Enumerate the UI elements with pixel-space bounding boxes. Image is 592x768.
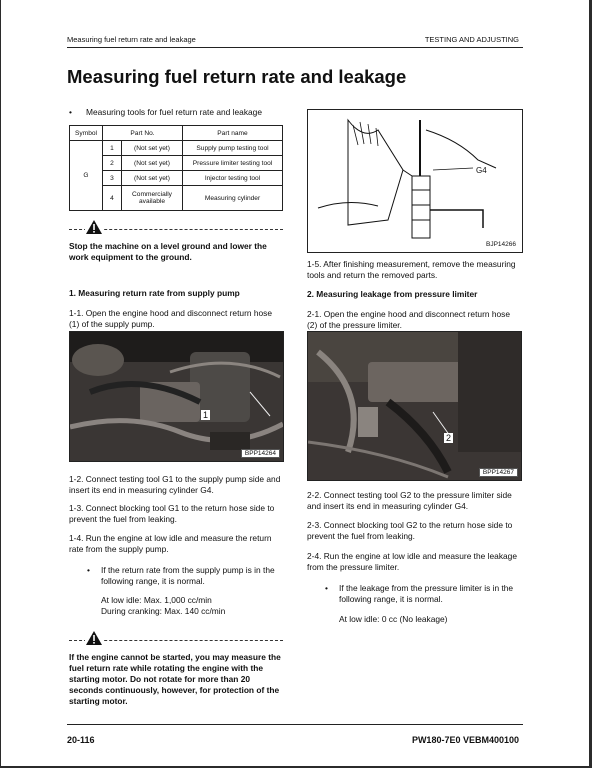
warning-divider — [69, 634, 283, 645]
table-cell: (Not set yet) — [122, 171, 183, 186]
table-cell: Pressure limiter testing tool — [183, 156, 283, 171]
tools-intro: Measuring tools for fuel return rate and leakage — [86, 107, 262, 117]
measuring-illustration — [307, 109, 523, 253]
table-header-row — [70, 126, 283, 141]
tools-table — [69, 125, 283, 211]
step-2-1: 2-1. Open the engine hood and disconnect return hose (2) of the pressure limiter. — [307, 309, 511, 330]
step-1-1: 1-1. Open the engine hood and disconnect return hose (1) of the supply pump. — [69, 308, 273, 329]
table-header: Part name — [183, 126, 283, 141]
illus-callout: G4 — [476, 166, 487, 175]
photo-2-label: BPP14267 — [479, 468, 518, 477]
table-cell: 1 — [103, 141, 122, 156]
header-rule — [67, 47, 523, 48]
low-idle-value-2: At low idle: 0 cc (No leakage) — [339, 614, 448, 624]
table-cell: Measuring cylinder — [183, 186, 283, 211]
step-1-2: 1-2. Connect testing tool G1 to the supply pump side and insert its end in measuring cylinder G4. — [69, 474, 281, 495]
illus-label: BJP14266 — [486, 241, 516, 248]
table-cell: Supply pump testing tool — [183, 141, 283, 156]
warning-text-1: Stop the machine on a level ground and lower the work equipment to the ground. — [69, 241, 267, 262]
table-row — [70, 141, 283, 156]
section-1-heading: 1. Measuring return rate from supply pump — [69, 288, 240, 298]
cranking-value: During cranking: Max. 140 cc/min — [101, 606, 226, 616]
bullet-marker: • — [87, 565, 90, 575]
table-header: Symbol — [70, 126, 103, 141]
section-2-heading: 2. Measuring leakage from pressure limiter — [307, 289, 478, 299]
step-2-2: 2-2. Connect testing tool G2 to the pressure limiter side and insert its end in measuring cylinder G4. — [307, 490, 512, 511]
table-cell: 4 — [103, 186, 122, 211]
step-2-4-bullet: If the leakage from the pressure limiter is in the following range, it is normal. — [339, 583, 514, 604]
warning-divider — [69, 223, 283, 234]
step-2-3: 2-3. Connect blocking tool G2 to the return hose side to prevent the fuel from leaking. — [307, 520, 513, 541]
step-1-4: 1-4. Run the engine at low idle and measure the return rate from the supply pump. — [69, 533, 272, 554]
table-cell: (Not set yet) — [122, 141, 183, 156]
step-2-4: 2-4. Run the engine at low idle and measure the leakage from the pressure limiter. — [307, 551, 517, 572]
manual-page — [1, 0, 589, 766]
photo-1-callout: 1 — [203, 410, 209, 420]
bullet-marker: • — [69, 107, 72, 117]
bullet-marker: • — [325, 583, 328, 593]
step-1-3: 1-3. Connect blocking tool G1 to the return hose side to prevent the fuel from leaking. — [69, 503, 275, 524]
step-1-5: 1-5. After finishing measurement, remove the measuring tools and return the removed parts. — [307, 259, 516, 280]
header-left: Measuring fuel return rate and leakage — [67, 35, 196, 44]
footer-rule — [67, 724, 523, 725]
warning-text-2: If the engine cannot be started, you may measure the fuel return rate while rotating the engine with the starting motor. Do not rotate for more than 20 seconds continuously, however, for protection of the starting motor. — [69, 652, 281, 706]
photo-1-label: BPP14264 — [241, 449, 280, 458]
model-number: PW180-7E0 VEBM400100 — [411, 735, 519, 745]
low-idle-value-1: At low idle: Max. 1,000 cc/min — [101, 595, 212, 605]
warning-icon — [85, 219, 103, 235]
header-right: TESTING AND ADJUSTING — [424, 35, 519, 44]
page-number: 20-116 — [67, 735, 95, 745]
photo-2-callout: 2 — [446, 433, 452, 443]
table-cell: 2 — [103, 156, 122, 171]
table-cell: Commercially available — [122, 186, 183, 211]
step-1-4-bullet: If the return rate from the supply pump is in the following range, it is normal. — [101, 565, 275, 586]
table-header: Part No. — [103, 126, 183, 141]
pressure-limiter-photo — [307, 331, 522, 481]
supply-pump-photo — [69, 331, 284, 462]
warning-icon — [85, 630, 103, 646]
page-title: Measuring fuel return rate and leakage — [67, 66, 407, 87]
table-cell: Injector testing tool — [183, 171, 283, 186]
table-cell: 3 — [103, 171, 122, 186]
table-symbol: G — [70, 141, 103, 211]
table-cell: (Not set yet) — [122, 156, 183, 171]
